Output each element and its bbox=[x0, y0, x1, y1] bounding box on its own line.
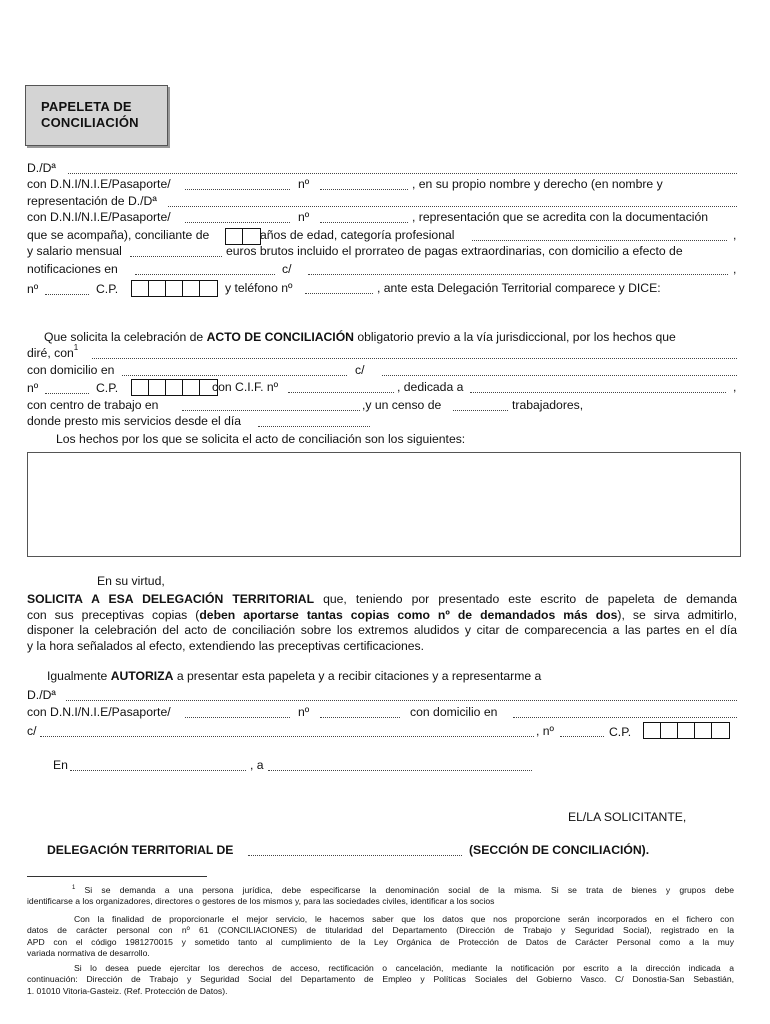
label-notificaciones: notificaciones en bbox=[27, 262, 118, 276]
defendant-cp-boxes[interactable] bbox=[131, 379, 218, 396]
workplace-field[interactable] bbox=[182, 410, 360, 411]
label-domicilio: con domicilio en bbox=[27, 363, 115, 377]
dni2-type-field[interactable] bbox=[185, 222, 290, 223]
label-acredita: , representación que se acredita con la documentación bbox=[412, 210, 709, 224]
salary-field[interactable] bbox=[130, 256, 222, 257]
authorized-number-field[interactable] bbox=[560, 736, 604, 737]
title-box bbox=[25, 85, 168, 146]
label-domicilio-2: con domicilio en bbox=[410, 705, 498, 719]
delegation-field[interactable] bbox=[248, 855, 462, 856]
authorized-dni-type-field[interactable] bbox=[185, 717, 290, 718]
label-no-row8: nº bbox=[27, 282, 39, 296]
label-acompana: que se acompaña), conciliante de bbox=[27, 228, 210, 242]
name-field[interactable] bbox=[68, 173, 737, 174]
label-euros: euros brutos incluido el prorrateo de pagas extraordinarias, con domicilio a efecto de bbox=[226, 244, 683, 258]
date-field[interactable] bbox=[268, 770, 532, 771]
label-salario: y salario mensual bbox=[27, 244, 122, 258]
representative-name-field[interactable] bbox=[168, 206, 737, 207]
cif-field[interactable] bbox=[288, 392, 394, 393]
label-virtud: En su virtud, bbox=[97, 574, 165, 588]
label-cif: con C.I.F. nº bbox=[212, 380, 279, 394]
defendant-street-field[interactable] bbox=[382, 375, 737, 376]
label-calle: c/ bbox=[282, 262, 292, 276]
label-dedicada: , dedicada a bbox=[397, 380, 464, 394]
footnote-1: $^1$ Si se demanda a una persona jurídica, debe especificarse la denominación social de la misma. Si se trata de bienes y grupos debe identificarse a los organizadores, directores o gestores de los mismos y, para las sociedades civiles, identificar a los socios bbox=[27, 885, 734, 907]
label-no4: , nº bbox=[536, 724, 555, 738]
authorized-city-field[interactable] bbox=[513, 717, 737, 718]
authorized-dni-number-field[interactable] bbox=[320, 717, 400, 718]
facts-textarea[interactable] bbox=[27, 452, 741, 557]
comma-3: , bbox=[733, 380, 737, 394]
label-edad: años de edad, categoría profesional bbox=[260, 228, 455, 242]
label-centro: con centro de trabajo en bbox=[27, 398, 159, 412]
comma-2: , bbox=[733, 262, 737, 276]
title-line-2: CONCILIACIÓN bbox=[41, 115, 139, 130]
label-dd-2: D./Dª bbox=[27, 688, 56, 702]
phone-field[interactable] bbox=[305, 293, 373, 294]
defendant-city-field[interactable] bbox=[122, 375, 347, 376]
defendant-field[interactable] bbox=[92, 358, 737, 359]
solicita-paragraph: SOLICITA A ESA DELEGACIÓN TERRITORIAL que, teniendo por presentado este escrito de papeleta de demanda con sus preceptivas copias (deben aportarse tantas copias como nº de demandados más dos), se sirva admitirlo, disponer la celebración del acto de conciliación sobre los extremos aludidos y citar de comparecencia a las partes en el día y la hora señalados al efecto, extendiendo las preceptivas certificaciones. bbox=[27, 592, 737, 653]
category-field[interactable] bbox=[472, 240, 727, 241]
activity-field[interactable] bbox=[470, 392, 726, 393]
label-seccion: (SECCIÓN DE CONCILIACIÓN). bbox=[469, 843, 650, 857]
label-cp: C.P. bbox=[96, 282, 119, 296]
dni-number-field[interactable] bbox=[320, 189, 408, 190]
label-no2: nº bbox=[298, 210, 310, 224]
label-trabajadores: trabajadores, bbox=[512, 398, 584, 412]
title-line-1: PAPELETA DE bbox=[41, 99, 132, 114]
label-no3: nº bbox=[298, 705, 310, 719]
label-delegacion: DELEGACIÓN TERRITORIAL DE bbox=[47, 843, 234, 857]
street-number-field[interactable] bbox=[45, 294, 89, 295]
authorized-street-field[interactable] bbox=[40, 736, 534, 737]
label-cp-2: C.P. bbox=[96, 381, 119, 395]
notif-street-field[interactable] bbox=[308, 274, 728, 275]
footnote-separator bbox=[27, 876, 207, 877]
label-censo: ,y un censo de bbox=[362, 398, 442, 412]
label-no-row11: nº bbox=[27, 381, 39, 395]
dni2-number-field[interactable] bbox=[320, 222, 408, 223]
label-dd: D./Dª bbox=[27, 161, 56, 175]
defendant-number-field[interactable] bbox=[45, 393, 89, 394]
place-field[interactable] bbox=[70, 770, 246, 771]
label-a: , a bbox=[250, 758, 264, 772]
label-dni2: con D.N.I/N.I.E/Pasaporte/ bbox=[27, 210, 171, 224]
solicita-line: Que solicita la celebración de ACTO DE CONCILIACIÓN obligatorio previo a la vía jurisdiccional, por los hechos que bbox=[44, 330, 676, 344]
authorized-cp-boxes[interactable] bbox=[643, 722, 730, 739]
label-solicitante: EL/LA SOLICITANTE, bbox=[568, 810, 687, 824]
cp-boxes[interactable] bbox=[131, 280, 218, 297]
label-hechos: Los hechos por los que se solicita el acto de conciliación son los siguientes: bbox=[56, 432, 466, 446]
start-date-field[interactable] bbox=[258, 426, 370, 427]
autoriza-line: Igualmente AUTORIZA a presentar esta papeleta y a recibir citaciones y a representarme a bbox=[47, 669, 542, 683]
footnote-data-protection: Con la finalidad de proporcionarle el mejor servicio, le hacemos saber que los datos que nos proporcione serán incorporados en el fichero con datos de carácter personal con nº 61 (CONCILIACIONES) de titularidad del Departamento (Dirección de Trabajo y Seguridad Social), registrado en la APD con el código 1981270015 y sometido tanto al cumplimiento de la Ley Orgánica de Protección de Datos de Carácter Personal como a la muy variada normativa de desarrollo. bbox=[27, 914, 734, 958]
label-comparece: , ante esta Delegación Territorial comparece y DICE: bbox=[377, 281, 661, 295]
notif-city-field[interactable] bbox=[135, 274, 275, 275]
authorized-name-field[interactable] bbox=[66, 700, 737, 701]
label-presto: donde presto mis servicios desde el día bbox=[27, 414, 242, 428]
label-dire: diré, con$^1$ bbox=[27, 343, 79, 360]
age-boxes[interactable] bbox=[225, 228, 261, 245]
dni-type-field[interactable] bbox=[185, 189, 290, 190]
label-calle-2: c/ bbox=[355, 363, 365, 377]
label-no: nº bbox=[298, 177, 310, 191]
label-dni: con D.N.I/N.I.E/Pasaporte/ bbox=[27, 177, 171, 191]
label-representacion: representación de D./Dª bbox=[27, 194, 157, 208]
label-en: En bbox=[53, 758, 68, 772]
label-dni3: con D.N.I/N.I.E/Pasaporte/ bbox=[27, 705, 171, 719]
comma-1: , bbox=[733, 228, 737, 242]
label-telefono: y teléfono nº bbox=[225, 281, 293, 295]
label-calle-3: c/ bbox=[27, 724, 37, 738]
footnote-rights: Si lo desea puede ejercitar los derechos de acceso, rectificación o cancelación, mediante la notificación por escrito a la dirección indicada a continuación: Dirección de Trabajo y Seguridad Social del Departamento de Empleo y Políticas Sociales del Gobierno Vasco. C/ Donostia-San Sebastián, 1. 01010 Vitoria-Gasteiz. (Ref. Protección de Datos). bbox=[27, 963, 734, 996]
census-field[interactable] bbox=[453, 410, 508, 411]
label-own-name: , en su propio nombre y derecho (en nombre y bbox=[412, 177, 663, 191]
label-cp-3: C.P. bbox=[609, 725, 632, 739]
